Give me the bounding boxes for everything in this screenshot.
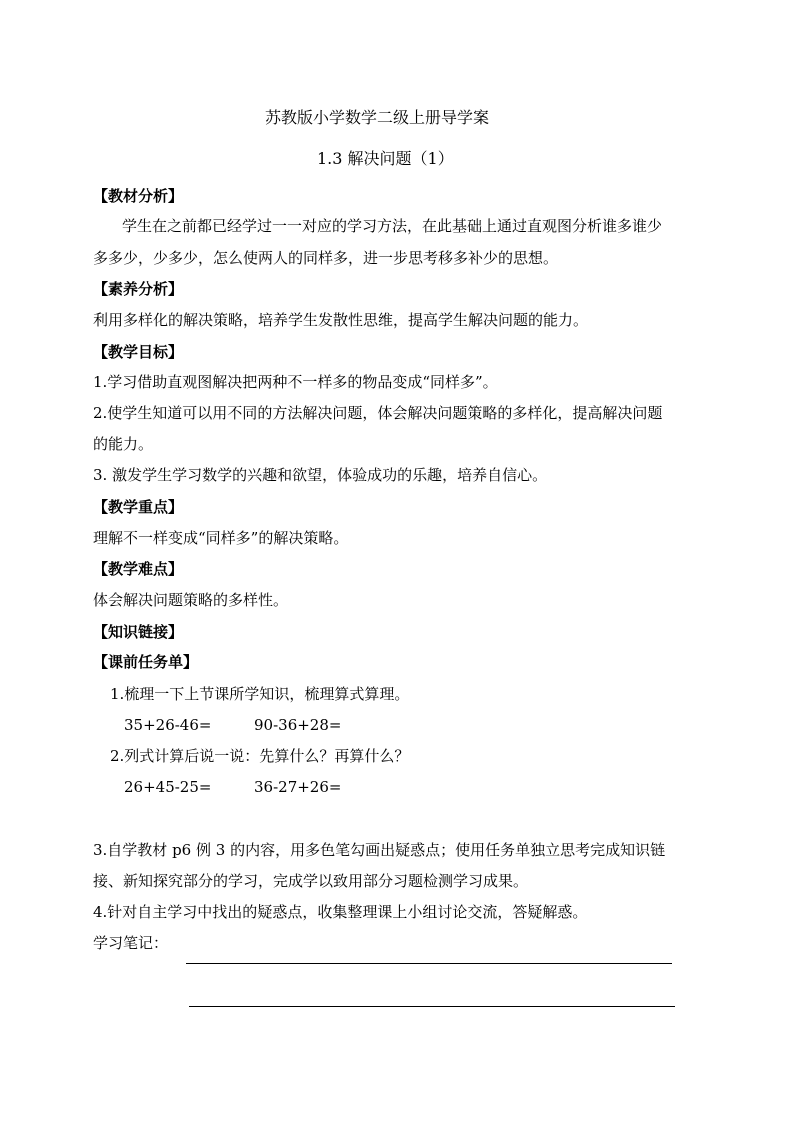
zhongdian-line-1: 理解不一样变成“同样多”的解决策略。 <box>93 529 349 547</box>
notes-line-2 <box>189 1006 675 1007</box>
heading-renwu: 【课前任务单】 <box>93 653 199 671</box>
suyang-line-1: 利用多样化的解决策略，培养学生发散性思维，提高学生解决问题的能力。 <box>93 311 589 329</box>
jiaocai-line-1: 学生在之前都已经学过一一对应的学习方法，在此基础上通过直观图分析谁多谁少 <box>122 217 663 235</box>
doc-title: 苏教版小学数学二级上册导学案 <box>265 108 490 127</box>
renwu-task-4: 4.针对自主学习中找出的疑惑点，收集整理课上小组讨论交流，答疑解惑。 <box>93 903 588 921</box>
heading-nandian: 【教学难点】 <box>93 560 184 578</box>
renwu-expr-2b: 36-27+26= <box>254 778 342 796</box>
jiaocai-line-2: 多多少，少多少，怎么使两人的同样多，进一步思考移多补少的思想。 <box>93 249 559 267</box>
doc-subtitle: 1.3 解决问题（1） <box>317 149 454 168</box>
heading-zhishi: 【知识链接】 <box>93 623 184 641</box>
mubiao-item-2a: 2.使学生知道可以用不同的方法解决问题，体会解决问题策略的多样化，提高解决问题 <box>93 404 663 422</box>
renwu-task-3a: 3.自学教材 p6 例 3 的内容，用多色笔勾画出疑惑点；使用任务单独立思考完成知识链 <box>93 841 666 859</box>
renwu-expr-1b: 90-36+28= <box>254 716 342 734</box>
heading-suyang: 【素养分析】 <box>93 280 184 298</box>
heading-jiaocai: 【教材分析】 <box>93 187 184 205</box>
mubiao-item-1: 1.学习借助直观图解决把两种不一样多的物品变成“同样多”。 <box>93 373 498 391</box>
renwu-task-2: 2.列式计算后说一说：先算什么？再算什么？ <box>110 747 410 765</box>
nandian-line-1: 体会解决问题策略的多样性。 <box>93 591 289 609</box>
notes-line-1 <box>186 963 672 964</box>
heading-mubiao: 【教学目标】 <box>93 343 184 361</box>
renwu-task-1: 1.梳理一下上节课所学知识，梳理算式算理。 <box>110 685 410 703</box>
heading-zhongdian: 【教学重点】 <box>93 498 184 516</box>
renwu-task-3b: 接、新知探究部分的学习，完成学以致用部分习题检测学习成果。 <box>93 872 529 890</box>
renwu-expr-1a: 35+26-46= <box>124 716 212 734</box>
notes-label: 学习笔记： <box>93 934 169 952</box>
mubiao-item-2b: 的能力。 <box>93 435 154 453</box>
mubiao-item-3: 3. 激发学生学习数学的兴趣和欲望，体验成功的乐趣，培养自信心。 <box>93 466 548 484</box>
renwu-expr-2a: 26+45-25= <box>124 778 212 796</box>
